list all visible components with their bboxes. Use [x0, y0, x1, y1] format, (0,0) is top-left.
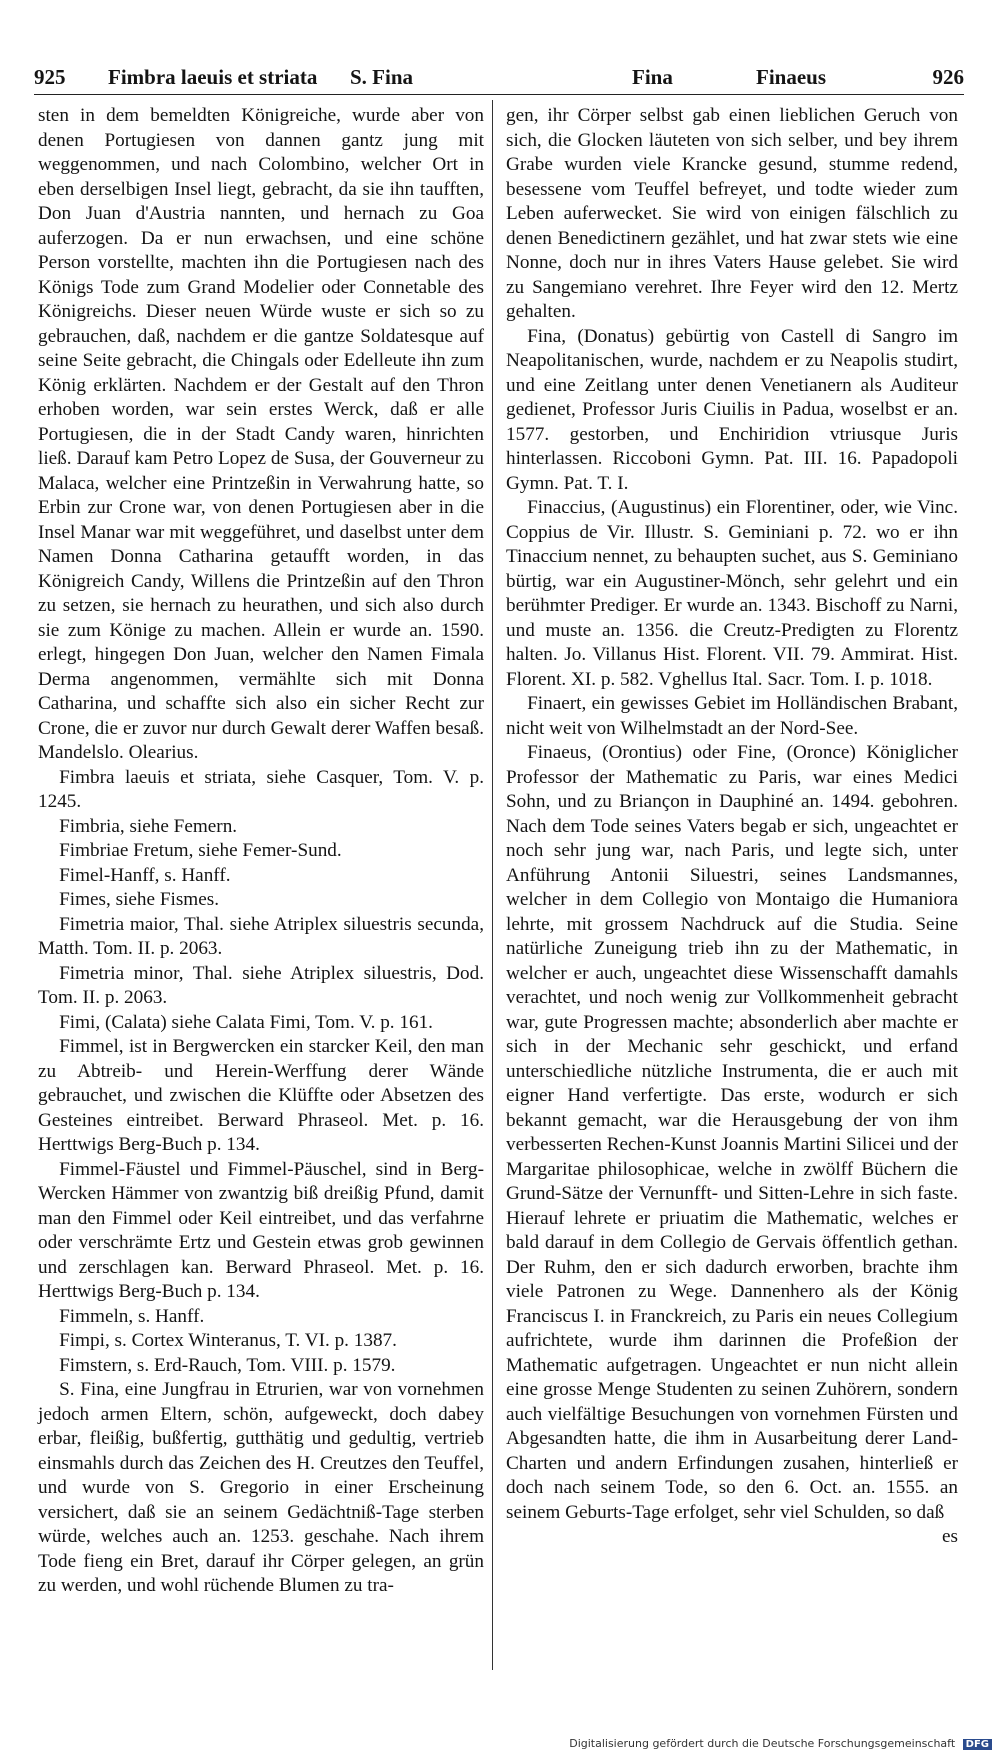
dfg-logo: DFG — [963, 1739, 992, 1750]
entry-paragraph: Fimes, siehe Fismes. — [59, 889, 220, 910]
entry-paragraph: Fimbriae Fretum, siehe Femer-Sund. — [59, 840, 342, 861]
footer-text: Digitalisierung gefördert durch die Deutsche Forschungsgemeinschaft — [569, 1737, 956, 1750]
entry-paragraph: S. Fina, eine Jungfrau in Etrurien, war von vornehmen jedoch armen Eltern, schön, aufgeweckt, doch dabey erbar, fleißig, bußfertig, gutthätig und gedultig, vertrieb einsmahls durch das Zeichen des H. Creutzes den Teuffel, und wurde von S. Gregorio in einer Erscheinung versichert, daß sie an seinem Gedächtniß-Tage sterben würde, welches auch an. 1253. geschahe. Nach ihrem Tode fieng ein Bret, darauf ihr Cörper gelegen, an grün zu werden, und wohl rüchende Blumen zu tra- — [38, 1379, 484, 1596]
running-header — [34, 60, 964, 95]
header-right-catchword-1: Fina — [632, 65, 673, 89]
header-right-catchword-2: Finaeus — [756, 65, 827, 89]
entry-paragraph: Fimbria, siehe Femern. — [59, 815, 238, 837]
entry-paragraph: Fimbra laeuis et striata, siehe Casquer, Tom. V. p. 1245. — [38, 766, 484, 812]
entry-paragraph: Fimel-Hanff, s. Hanff. — [59, 864, 231, 886]
entry-paragraph: Fimstern, s. Erd-Rauch, Tom. VIII. p. 1579. — [59, 1354, 396, 1376]
entry-paragraph: gen, ihr Cörper selbst gab einen lieblichen Geruch von sich, die Glocken läuteten von sich selber, und bey ihrem Grabe wurden viele Krancke gesund, stumme redend, besessene vom Teuffel befreyet, und todte wieder zum Leben auferwecket. Sie wird von einigen fälschlich zu denen Benedictinern gezählet, und hat zwar stets wie eine Nonne, doch nur in ihres Vaters Hause gelebet. Sie wird zu Sangemiano verehret. Ihre Feyer wird den 12. Mertz gehalten. — [506, 105, 958, 322]
entry-paragraph: sten in dem bemeldten Königreiche, wurde aber von denen Portugiesen von dannen gantz jung mit weggenommen, und nach Colombino, welcher Ort in eben derselbigen Insel liegt, gebracht, da sie ihn taufften, Don Juan d'Austria nannten, und hernach zu Goa auferzogen. Da er nun erwachsen, und eine schöne Person vorstellte, machten ihn die Portugiesen nach des Königs Tode zum Grand Modelier oder Connetable des Königreichs. Dieser neuen Würde wuste er sich so zu gebrauchen, daß, nachdem er die gantze Soldatesque auf seine Seite gebracht, die Chingals oder Edelleute ihn zum König erklärten. Nachdem er der Gestalt auf den Thron erhoben worden, war sein erstes Werck, daß er alle Portugiesen, die in der Stadt Candy waren, hinrichten ließ. Darauf kam Petro Lopez de Susa, der Gouverneur zu Malaca, welcher eine Printzeßin in Verwahrung hatte, so Erbin zur Crone war, von denen Portugiesen aber in die Insel Manar war mit weggeführet, und daselbst unter dem Namen Donna Catharina getaufft worden, in das Königreich Candy, Willens die Printzeßin auf den Thron zu setzen, sie hernach zu heurathen, und sich also durch sie zum Könige zu machen. Allein er wurde an. 1590. erlegt, hingegen Don Juan, welcher den Namen Fimala Derma angenommen, vermählte sich mit Donna Catharina, und schaffte sich also ein sicher Recht zur Crone, die er zuvor nur durch Gewalt derer Waffen besaß. Mandelslo. Olearius. — [38, 105, 484, 763]
entry-paragraph: Fimmeln, s. Hanff. — [59, 1305, 205, 1327]
digitization-footer — [569, 1737, 992, 1750]
entry-paragraph: Fimpi, s. Cortex Winteranus, T. VI. p. 1387. — [59, 1330, 397, 1351]
entry-paragraph: Fimetria maior, Thal. siehe Atriplex siluestris secunda, Matth. Tom. II. p. 2063. — [38, 913, 484, 959]
column-divider — [492, 100, 493, 1670]
header-left-catchword-1: Fimbra laeuis et striata — [108, 65, 318, 89]
page-number-right: 926 — [932, 65, 964, 89]
entry-paragraph: Fimmel-Fäustel und Fimmel-Päuschel, sind in Berg-Wercken Hämmer von zwantzig biß dreißig Pfund, damit man den Fimmel oder Keil eintreibet, und das verfahrne oder verschrämte Ertz und Gestein etwas grob gewinnen und zerschlagen kan. Berward Phraseol. Met. p. 16. Herttwigs Berg-Buch p. 134. — [38, 1158, 484, 1302]
header-left-catchword-2: S. Fina — [350, 65, 414, 89]
entry-paragraph: Fimi, (Calata) siehe Calata Fimi, Tom. V. p. 161. — [59, 1011, 433, 1033]
catchword: es — [942, 1526, 958, 1547]
entry-paragraph: Finaccius, (Augustinus) ein Florentiner, oder, wie Vinc. Coppius de Vir. Illustr. S. Geminiani p. 72. wo er ihn Tinaccium nennet, zu behaupten suchet, aus S. Geminiano bürtig, war ein Augustiner-Mönch, sehr gelehrt und ein berühmter Prediger. Er wurde an. 1343. Bischoff zu Narni, und muste an. 1356. die Creutz-Predigten zu Florentz halten. Jo. Villanus Hist. Florent. VII. 79. Ammirat. Hist. Florent. XI. p. 582. Vghellus Ital. Sacr. Tom. I. p. 1018. — [506, 497, 958, 690]
page-number-left: 925 — [34, 65, 66, 89]
right-column — [506, 104, 958, 1550]
entry-paragraph: Finaeus, (Orontius) oder Fine, (Oronce) Königlicher Professor der Mathematic zu Paris, war eines Medici Sohn, und zu Briançon in Dauphiné an. 1494. gebohren. Nach dem Tode seines Vaters begab er sich, ungeachtet er noch sehr jung war, nach Paris, und legte sich, unter Anführung Antonii Siluestri, seines Landsmannes, welcher in dem Collegio von Montaigo die Humaniora lehrte, mit grossem Nachdruck auf die Studia. Seine natürliche Zuneigung trieb ihn zu der Mathematic, in welcher er auch, ungeachtet diese Wissenschafft damahls verachtet, und noch wenig zur Vollkommenheit gebracht war, gute Progressen machte; absonderlich aber machte er sich in der Mechanic sehr geschickt, und erfand unterschiedliche nützliche Instrumenta, die er auch mit eigner Hand verfertigte. Das erste, wodurch er sich bekannt gemacht, war die Herausgebung der von ihm verbesserten Rechen-Kunst Joannis Martini Silicei und der Margaritae philosophicae, welche in zwölff Büchern die Grund-Sätze der Vernunfft- und Sitten-Lehre in sich faste. Hierauf lehrete er priuatim die Mathematic, welches er bald darauf in dem Collegio de Gervais öffentlich gethan. Der Ruhm, den er sich dadurch erworben, brachte ihm viele Patronen zu Wege. Dannenhero als der König Franciscus I. in Franckreich, zu Paris ein neues Collegium aufrichtete, wurde ihm darinnen die Profeßion der Mathematic aufgetragen. Ungeachtet er nun nicht allein eine grosse Menge Studenten zu seinen Zuhörern, sondern auch vielfältige Besuchungen von vornehmen Fürsten und Abgesandten hatte, die ihm in Ausarbeitung derer Land-Charten und andern Erfindungen zusahen, hinterließ er doch nach seinem Tode, so den 6. Oct. an. 1555. an seinem Geburts-Tage erfolget, sehr viel Schulden, so daß — [506, 742, 958, 1523]
entry-paragraph: Fina, (Donatus) gebürtig von Castell di Sangro im Neapolitanischen, wurde, nachdem er zu Neapolis studirt, und eine Zeitlang unter denen Venetianern als Auditeur gedienet, Professor Juris Ciuilis in Padua, woselbst er an. 1577. gestorben, und Enchiridion vtriusque Juris hinterlassen. Riccoboni Gymn. Pat. III. 16. Papadopoli Gymn. Pat. T. I. — [506, 325, 958, 494]
entry-paragraph: Finaert, ein gewisses Gebiet im Holländischen Brabant, nicht weit von Wilhelmstadt an der Nord-See. — [506, 693, 958, 739]
left-column — [38, 104, 484, 1599]
entry-paragraph: Fimmel, ist in Bergwercken ein starcker Keil, den man zu Abtreib- und Herein-Werffung derer Wände gebrauchet, und zwischen die Klüffte oder Absetzen des Gesteines eintreibet. Berward Phraseol. Met. p. 16. Herttwigs Berg-Buch p. 134. — [38, 1036, 484, 1155]
entry-paragraph: Fimetria minor, Thal. siehe Atriplex siluestris, Dod. Tom. II. p. 2063. — [38, 962, 484, 1008]
